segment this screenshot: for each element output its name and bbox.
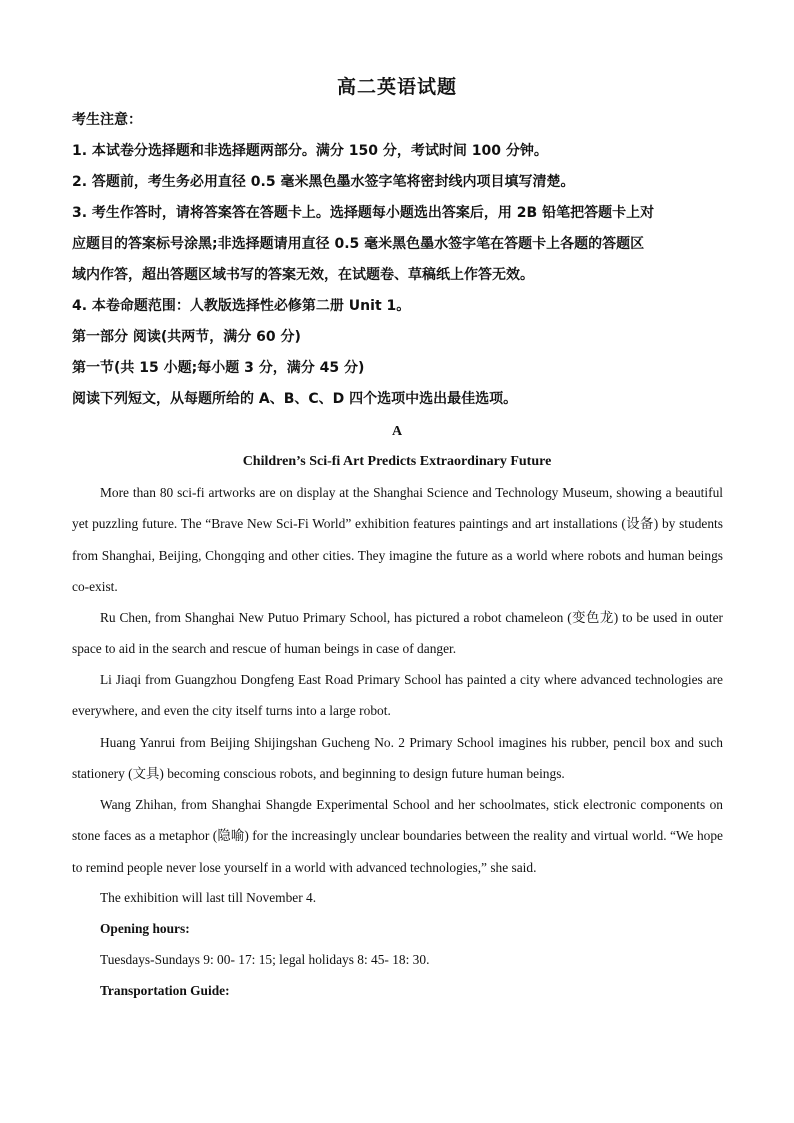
passage-paragraph-3: Li Jiaqi from Guangzhou Dongfeng East Road Primary School has painted a city where advanced technologies are everywhere, and even the city itself turns into a large robot. xyxy=(72,672,723,719)
instruction: 阅读下列短文，从每题所给的 A、B、C、D 四个选项中选出最佳选项。 xyxy=(72,391,518,407)
notice-item-1: 1. 本试卷分选择题和非选择题两部分。满分 150 分，考试时间 100 分钟。 xyxy=(72,143,548,159)
opening-hours-heading: Opening hours: xyxy=(100,921,190,936)
passage-label: A xyxy=(391,424,403,439)
passage-paragraph-2: Ru Chen, from Shanghai New Putuo Primary School, has pictured a robot chameleon (变色龙) to be used in outer space to aid in the search and rescue of human beings in case of danger. xyxy=(72,610,723,657)
passage-paragraph-1: More than 80 sci-fi artworks are on display at the Shanghai Science and Technology Museum, showing a beautiful yet puzzling future. The “Brave New Sci-Fi World” exhibition features paintings and art installations (设备) by students from Shanghai, Beijing, Chongqing and other cities. They imagine the future as a world where robots and human beings co-exist. xyxy=(72,485,723,594)
passage-title: Children’s Sci-fi Art Predicts Extraordinary Future xyxy=(242,454,552,469)
section-heading: 第一节(共 15 小题;每小题 3 分，满分 45 分) xyxy=(72,360,365,376)
notice-item-2: 2. 答题前，考生务必用直径 0.5 毫米黑色墨水签字笔将密封线内项目填写清楚。 xyxy=(72,174,575,190)
notice-item-4: 4. 本卷命题范围：人教版选择性必修第二册 Unit 1。 xyxy=(72,298,411,314)
notice-heading: 考生注意： xyxy=(72,112,142,128)
part-heading: 第一部分 阅读(共两节，满分 60 分) xyxy=(72,329,301,345)
transportation-heading: Transportation Guide: xyxy=(100,983,230,998)
page-title: 高二英语试题 xyxy=(336,76,457,98)
passage-paragraph-4: Huang Yanrui from Beijing Shijingshan Gucheng No. 2 Primary School imagines his rubber, pencil box and such stationery (文具) becoming conscious robots, and beginning to design future human beings. xyxy=(72,735,723,782)
notice-item-3-line-1: 3. 考生作答时，请将答案答在答题卡上。选择题每小题选出答案后，用 2B 铅笔把答题卡上对 xyxy=(72,205,655,221)
exhibition-end-date: The exhibition will last till November 4. xyxy=(100,890,317,905)
passage-paragraph-5: Wang Zhihan, from Shanghai Shangde Experimental School and her schoolmates, stick electronic components on stone faces as a metaphor (隐喻) for the increasingly unclear boundaries between the reality and virtual world. “We hope to remind people never lose yourself in a world with advanced technologies,” she said. xyxy=(72,797,723,875)
notice-item-3-line-3: 域内作答，超出答题区域书写的答案无效，在试题卷、草稿纸上作答无效。 xyxy=(72,267,534,283)
notice-item-3-line-2: 应题目的答案标号涂黑;非选择题请用直径 0.5 毫米黑色墨水签字笔在答题卡上各题的答题区 xyxy=(72,236,645,252)
opening-hours-text: Tuesdays-Sundays 9: 00- 17: 15; legal holidays 8: 45- 18: 30. xyxy=(100,952,430,967)
